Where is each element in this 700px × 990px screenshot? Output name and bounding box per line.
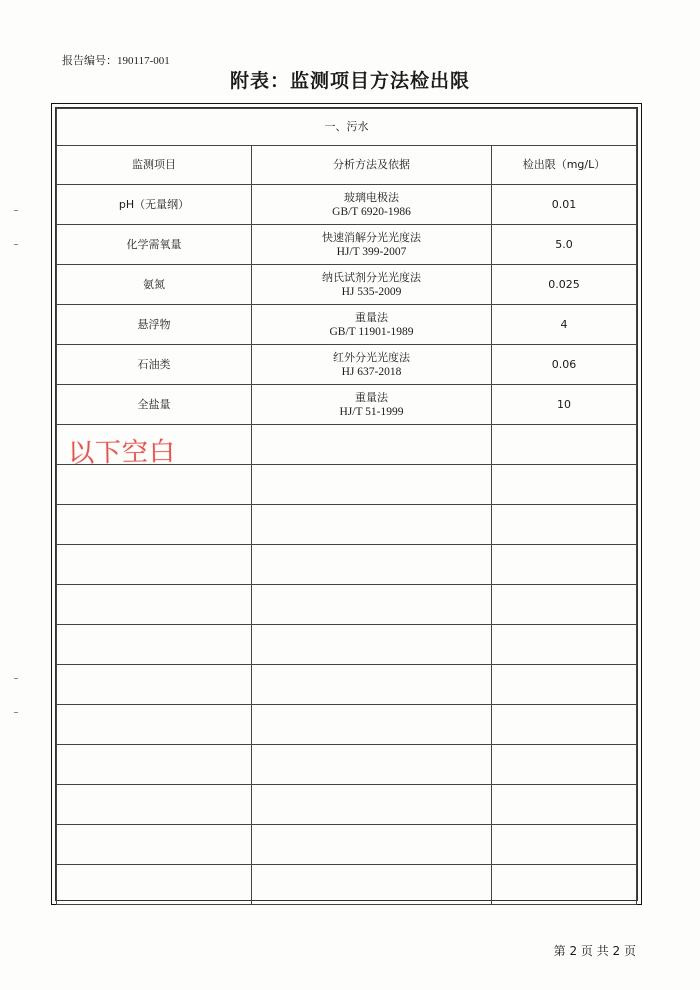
column-header-item: 监测项目	[57, 146, 252, 185]
page-title: 附表：监测项目方法检出限	[229, 70, 470, 92]
column-header-limit: 检出限（mg/L）	[492, 146, 637, 185]
empty-row	[57, 745, 637, 785]
column-header-method: 分析方法及依据	[252, 146, 492, 185]
empty-row	[57, 465, 637, 505]
margin-mark	[14, 678, 18, 679]
empty-row	[57, 865, 637, 905]
method-name: 重量法	[355, 310, 388, 324]
blank-below-stamp: 以下空白	[67, 437, 177, 469]
cell-item: 化学需氧量	[57, 225, 252, 265]
method-standard: HJ/T 51-1999	[339, 405, 404, 418]
method-name: 红外分光光度法	[333, 350, 410, 364]
table-row	[57, 225, 637, 265]
margin-mark	[14, 210, 18, 211]
cell-limit: 0.06	[492, 345, 637, 385]
cell-item: 氨氮	[57, 265, 252, 305]
table-row	[57, 345, 637, 385]
empty-row	[57, 785, 637, 825]
section-title: 一、污水	[57, 109, 637, 146]
section-row	[57, 109, 637, 146]
table-row	[57, 265, 637, 305]
cell-limit: 4	[492, 305, 637, 345]
cell-method	[252, 225, 492, 265]
method-standard: HJ 535-2009	[341, 285, 402, 298]
page-number: 第 2 页 共 2 页	[553, 944, 636, 958]
empty-row	[57, 825, 637, 865]
method-name: 重量法	[355, 390, 388, 404]
empty-row	[57, 545, 637, 585]
method-standard: HJ 637-2018	[341, 365, 402, 378]
method-standard: GB/T 11901-1989	[329, 325, 414, 338]
method-table	[56, 108, 637, 905]
cell-item: 悬浮物	[57, 305, 252, 345]
empty-row	[57, 585, 637, 625]
empty-row	[57, 665, 637, 705]
cell-method	[252, 265, 492, 305]
table-row	[57, 305, 637, 345]
table-row	[57, 385, 637, 425]
cell-method	[252, 185, 492, 225]
method-name: 玻璃电极法	[344, 190, 399, 204]
cell-method	[252, 305, 492, 345]
report-number-label: 报告编号：	[62, 54, 117, 67]
empty-row	[57, 505, 637, 545]
cell-item: pH（无量纲）	[57, 185, 252, 225]
cell-limit: 0.01	[492, 185, 637, 225]
cell-limit: 10	[492, 385, 637, 425]
margin-mark	[14, 712, 18, 713]
margin-mark	[14, 244, 18, 245]
method-name: 纳氏试剂分光光度法	[322, 270, 421, 284]
method-standard: GB/T 6920-1986	[332, 205, 411, 218]
empty-row	[57, 705, 637, 745]
method-standard: HJ/T 399-2007	[336, 245, 407, 258]
empty-row	[57, 625, 637, 665]
cell-item: 全盐量	[57, 385, 252, 425]
report-number-value: 190117-001	[117, 55, 170, 67]
table-row	[57, 185, 637, 225]
method-name: 快速消解分光光度法	[322, 230, 421, 244]
cell-limit: 5.0	[492, 225, 637, 265]
cell-method	[252, 345, 492, 385]
header-row	[57, 146, 637, 185]
detection-limit-table	[51, 103, 642, 905]
cell-limit: 0.025	[492, 265, 637, 305]
cell-item: 石油类	[57, 345, 252, 385]
cell-method	[252, 385, 492, 425]
